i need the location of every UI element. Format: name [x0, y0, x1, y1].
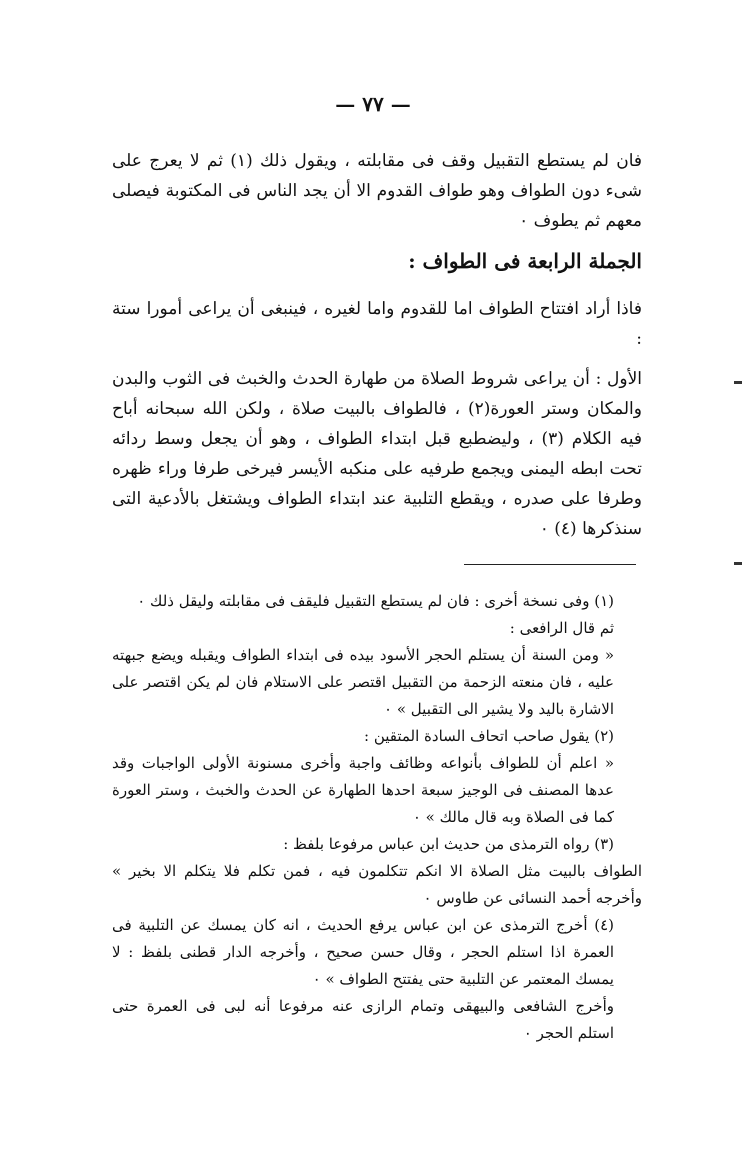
first-matter-text: الأول : أن يراعى شروط الصلاة من طهارة الحدث والخبث فى الثوب والبدن والمكان وستر العورة(٢) ، فالطواف بالبيت صلاة ، ولكن الله سبحانه أباح فيه الكلام (٣) ، وليضطبع قبل ابتداء الطواف ، وهو أن يجعل وسط ردائه تحت ابطه اليمنى ويجمع طرفيه على منكبه الأيسر فيرخى طرفا وراء ظهره وطرفا على صدره ، ويقطع التلبية عند ابتداء الطواف ويشتغل بالأدعية التى سنذكرها (٤) ٠ — [112, 369, 642, 539]
margin-mark — [734, 562, 742, 565]
page-number: — ٧٧ — — [335, 92, 411, 116]
footnote-2: (٢) يقول صاحب اتحاف السادة المتقين : — [364, 727, 614, 745]
section-intro-paragraph — [112, 294, 642, 354]
footnote-4: (٤) أخرج الترمذى عن ابن عباس يرفع الحديث ، انه كان يمسك عن التلبية فى العمرة اذا استلم الحجر ، وقال حسن صحيح ، وأخرجه الدار قطنى بلفظ : لا يمسك المعتمر عن التلبية حتى يفتتح الطواف » ٠ — [112, 916, 614, 988]
first-matter-paragraph — [112, 364, 642, 544]
footnote-1-quote-intro: ثم قال الرافعى : — [509, 619, 614, 637]
footnote-3: (٣) رواه الترمذى من حديث ابن عباس مرفوعا بلفظ : — [283, 835, 614, 853]
footnotes — [112, 588, 642, 1047]
section-intro-text: فاذا أراد افتتاح الطواف اما للقدوم واما لغيره ، فينبغى أن يراعى أمورا ستة : — [112, 299, 642, 349]
intro-paragraph — [112, 146, 642, 236]
footnote-3-hadith: الطواف بالبيت مثل الصلاة الا انكم تتكلمون فيه ، فمن تكلم فلا يتكلم الا بخير » وأخرجه أحمد النسائى عن طاوس ٠ — [112, 862, 642, 907]
margin-mark — [734, 381, 742, 384]
footnote-separator — [464, 564, 636, 565]
intro-text: فان لم يستطع التقبيل وقف فى مقابلته ، ويقول ذلك (١) ثم لا يعرج على شىء دون الطواف وهو طواف القدوم الا أن يجد الناس فى المكتوبة فيصلى معهم ثم يطوف ٠ — [112, 151, 643, 231]
footnote-1: (١) وفى نسخة أخرى : فان لم يستطع التقبيل فليقف فى مقابلته وليقل ذلك ٠ — [137, 592, 614, 610]
footnote-4-continued: وأخرج الشافعى والبيهقى وتمام الرازى عنه مرفوعا أنه لبى فى العمرة حتى استلم الحجر ٠ — [112, 997, 614, 1042]
footnote-1-quote: « ومن السنة أن يستلم الحجر الأسود بيده فى ابتداء الطواف ويقبله ويضع جبهته عليه ، فان منعته الزحمة من التقبيل اقتصر على الاستلام فان لم يكن اقتصر على الاشارة باليد ولا يشير الى التقبيل » ٠ — [112, 646, 614, 718]
section-heading: الجملة الرابعة فى الطواف : — [408, 249, 642, 273]
footnote-2-quote: « اعلم أن للطواف بأنواعه وظائف واجبة وأخرى مسنونة الأولى الواجبات وقد عدها المصنف فى الوجيز سبعة احدها الطهارة عن الحدث والخبث ، وستر العورة كما فى الصلاة وبه قال مالك » ٠ — [112, 754, 614, 826]
